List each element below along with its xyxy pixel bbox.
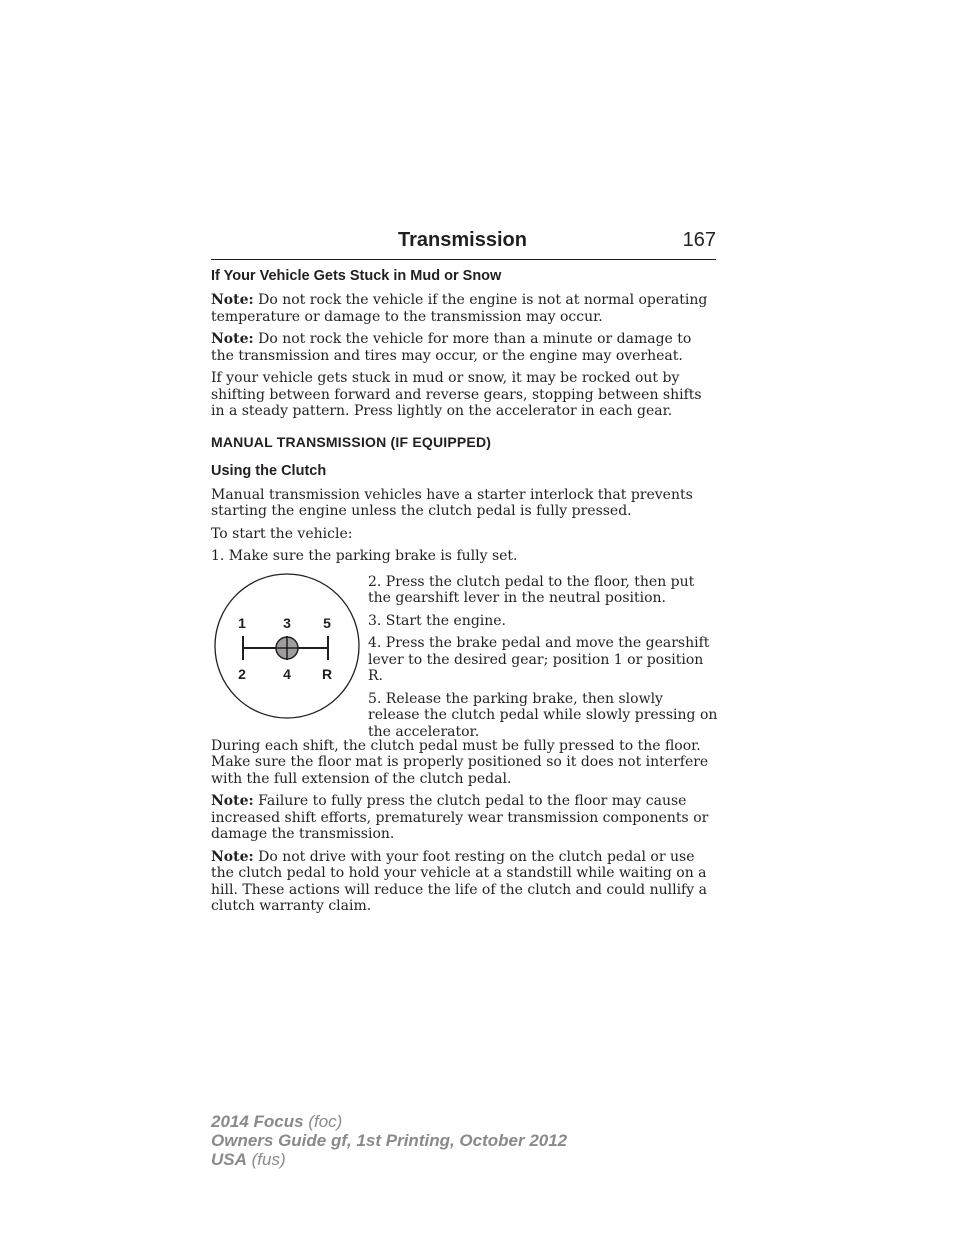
body-paragraph: Manual transmission vehicles have a starter interlock that prevents starting the engine unless the clutch pedal is fully pressed. [211, 486, 693, 519]
shift-pattern-figure-row [211, 573, 718, 740]
note-text: Do not rock the vehicle if the engine is not at normal operating temperature or damage to the transmission may occur. [211, 292, 708, 325]
footer-printing: Owners Guide gf, 1st Printing, October 2012 [211, 1131, 568, 1150]
note-label: Note: [211, 848, 254, 865]
note-paragraph [211, 292, 716, 325]
note-label: Note: [211, 793, 254, 809]
footer-line-2 [211, 1131, 567, 1150]
step-item: 3. Start the engine. [368, 612, 507, 629]
body-paragraph: To start the vehicle: [211, 525, 353, 542]
gear-label-1: 1 [238, 614, 246, 631]
page-content [211, 267, 716, 921]
note-text: Failure to fully press the clutch pedal to the floor may cause increased shift efforts, prematurely wear transmission components or damage the transmission. [211, 793, 709, 842]
section-heading-stuck: If Your Vehicle Gets Stuck in Mud or Snow [211, 268, 502, 284]
note-text: Do not rock the vehicle for more than a minute or damage to the transmission and tires may occur, or the engine may overheat. [211, 331, 692, 364]
note-label: Note: [211, 331, 254, 347]
footer-market-code: (fus) [246, 1150, 286, 1169]
shift-pattern-diagram [211, 570, 363, 722]
page-title: Transmission [398, 229, 527, 251]
gear-label-2: 2 [238, 665, 246, 682]
body-paragraph: If your vehicle gets stuck in mud or snow, it may be rocked out by shifting between forward and reverse gears, stopping between shifts in a steady pattern. Press lightly on the accelerator in each gear. [211, 370, 702, 419]
note-paragraph [211, 793, 716, 843]
note-paragraph [211, 331, 716, 364]
footer-line-1 [211, 1112, 567, 1131]
page-header [211, 229, 716, 260]
gear-label-4: 4 [283, 665, 291, 682]
step-item: 1. Make sure the parking brake is fully set. [211, 548, 518, 564]
step-item: 4. Press the brake pedal and move the gearshift lever to the desired gear; position 1 or position R. [368, 635, 710, 684]
page-number: 167 [682, 229, 716, 251]
page-footer [211, 1112, 567, 1169]
step-item: 2. Press the clutch pedal to the floor, then put the gearshift lever in the neutral position. [368, 573, 695, 606]
note-label: Note: [211, 292, 254, 308]
footer-line-3 [211, 1150, 567, 1169]
gear-label-r: R [321, 665, 333, 682]
subheading-clutch: Using the Clutch [211, 462, 327, 479]
footer-market: USA [211, 1150, 247, 1169]
steps-list [368, 574, 718, 747]
note-paragraph [211, 849, 716, 915]
section-heading-manual: MANUAL TRANSMISSION (IF EQUIPPED) [211, 433, 492, 450]
step-item: 5. Release the parking brake, then slowly release the clutch pedal while slowly pressing on the accelerator. [368, 690, 718, 740]
note-text: Do not drive with your foot resting on the clutch pedal or use the clutch pedal to hold your vehicle at a standstill while waiting on a hill. These actions will reduce the life of the clutch and could nullify a clutch warranty claim. [211, 848, 707, 914]
gear-label-3: 3 [283, 614, 291, 631]
gear-label-5: 5 [323, 614, 331, 631]
footer-model: 2014 Focus [211, 1112, 304, 1131]
body-paragraph: During each shift, the clutch pedal must be fully pressed to the floor. Make sure the floor mat is properly positioned so it does not interfere with the full extension of the clutch pedal. [211, 737, 709, 787]
footer-model-code: (foc) [303, 1112, 343, 1131]
